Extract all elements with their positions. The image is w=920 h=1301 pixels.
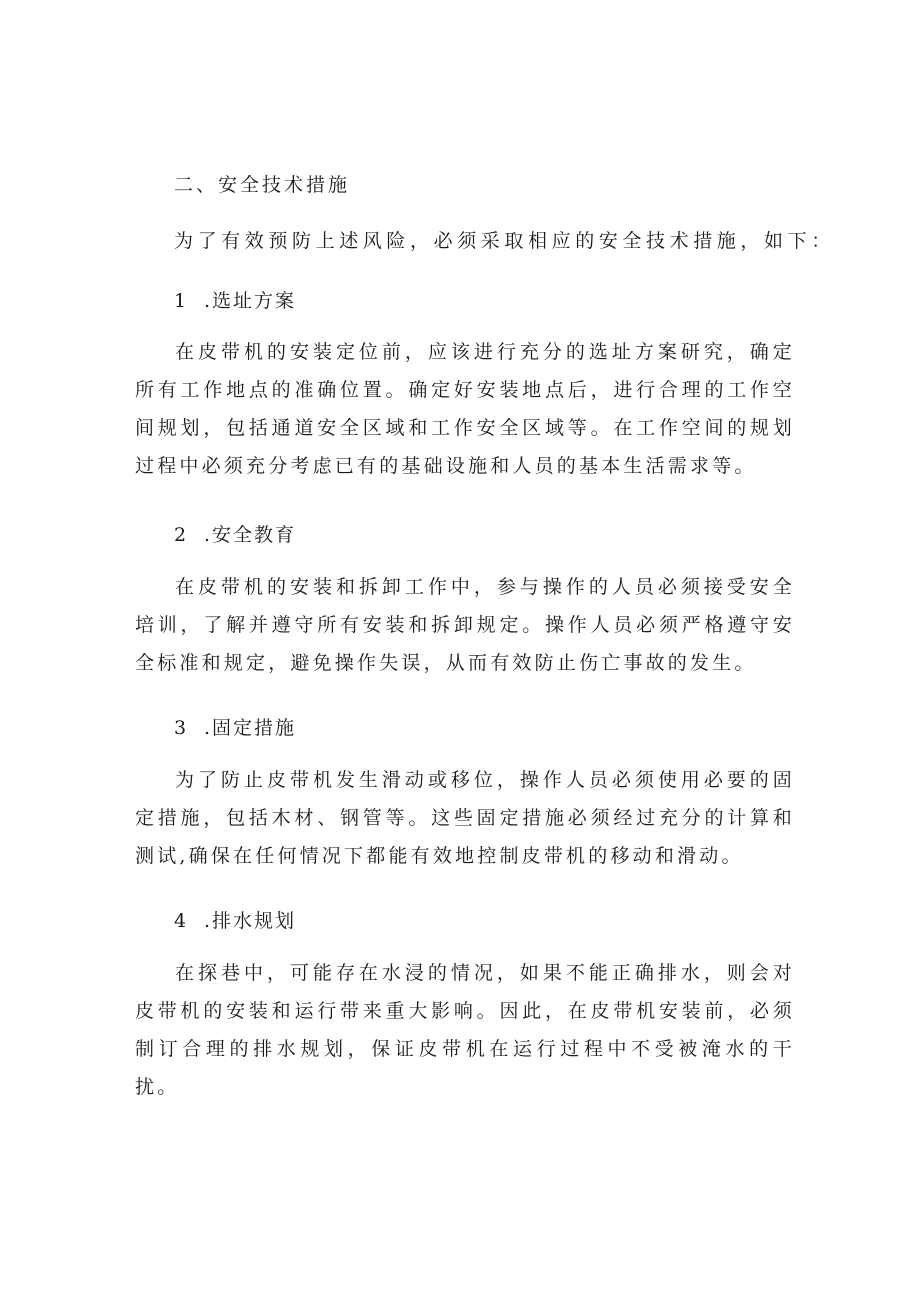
subsection-number-4: 4 [174, 910, 189, 932]
subsection-title-2 [174, 523, 296, 547]
subsection-body-3: 为了防止皮带机发生滑动或移位，操作人员必须使用必要的固定措施，包括木材、钢管等。这些固定措施必须经过充分的计算和测试,确保在任何情况下都能有效地控制皮带机的移动和滑动。 [135, 769, 795, 867]
subsection-number-1: 1 [174, 290, 189, 312]
section-heading: 二、安全技术措施 [174, 174, 351, 196]
subsection-number-2: 2 [174, 524, 189, 546]
intro-paragraph: 为了有效预防上述风险，必须采取相应的安全技术措施，如下： [174, 230, 835, 252]
subsection-title-4 [174, 909, 296, 933]
subsection-title-1 [174, 289, 296, 313]
subsection-title-3 [174, 716, 296, 740]
subsection-label-2: .安全教育 [204, 524, 297, 546]
subsection-label-1: .选址方案 [204, 290, 297, 312]
subsection-label-3: .固定措施 [204, 717, 297, 739]
subsection-body-1: 在皮带机的安装定位前，应该进行充分的选址方案研究，确定所有工作地点的准确位置。确定好安装地点后，进行合理的工作空间规划，包括通道安全区域和工作安全区域等。在工作空间的规划过程中必须充分考虑已有的基础设施和人员的基本生活需求等。 [135, 341, 795, 477]
subsection-label-4: .排水规划 [204, 910, 297, 932]
subsection-body-2: 在皮带机的安装和拆卸工作中，参与操作的人员必须接受安全培训，了解并遵守所有安装和拆卸规定。操作人员必须严格遵守安全标准和规定，避免操作失误，从而有效防止伤亡事故的发生。 [135, 576, 795, 674]
subsection-number-3: 3 [174, 717, 189, 739]
subsection-body-4: 在探巷中，可能存在水浸的情况，如果不能正确排水，则会对皮带机的安装和运行带来重大影响。因此，在皮带机安装前，必须制订合理的排水规划，保证皮带机在运行过程中不受被淹水的干扰。 [135, 962, 795, 1098]
